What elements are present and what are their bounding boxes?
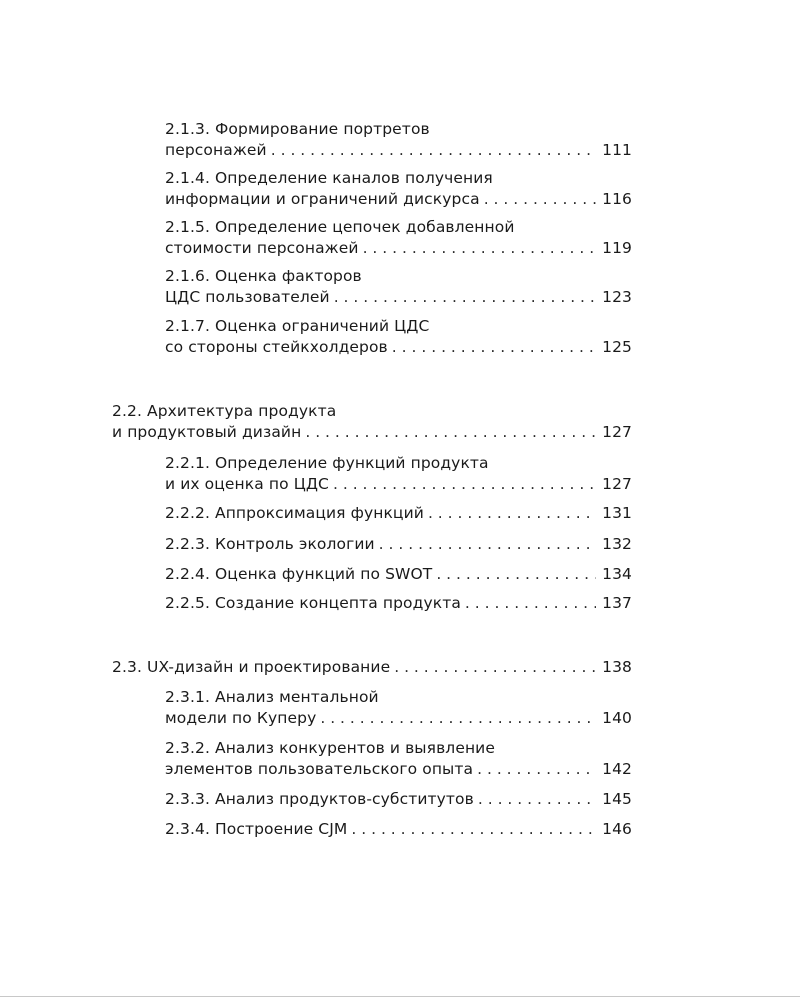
dot-leader xyxy=(334,287,596,308)
toc-entry-2-2-4[interactable] xyxy=(165,564,632,585)
toc-entry-2-3-4[interactable] xyxy=(165,819,632,840)
toc-entry-2-2-1[interactable] xyxy=(165,453,632,495)
toc-page-number: 119 xyxy=(602,239,632,257)
toc-page-number: 146 xyxy=(602,820,632,838)
dot-leader xyxy=(392,337,596,358)
toc-entry-title-line: 2.2. Архитектура продукта xyxy=(112,402,337,420)
toc-entry-2-3-2[interactable] xyxy=(165,738,632,780)
toc-entry-title-line: модели по Куперу xyxy=(165,709,317,727)
toc-entry-2-1-4[interactable] xyxy=(165,168,632,210)
toc-entry-title-line: 2.3.2. Анализ конкурентов и выявление xyxy=(165,739,495,757)
toc-entry-2-2-5[interactable] xyxy=(165,593,632,614)
dot-leader xyxy=(271,140,596,161)
toc-page-number: 116 xyxy=(602,190,632,208)
toc-entry-2-1-6[interactable] xyxy=(165,266,632,308)
toc-entry-title-line: 2.3.1. Анализ ментальной xyxy=(165,688,379,706)
toc-page-number: 123 xyxy=(602,288,632,306)
dot-leader xyxy=(305,422,596,443)
dot-leader xyxy=(465,593,596,614)
toc-page-number: 127 xyxy=(602,423,632,441)
toc-entry-2-2[interactable] xyxy=(112,401,632,443)
toc-entry-title-line: 2.2.2. Аппроксимация функций xyxy=(165,504,424,522)
toc-page-number: 137 xyxy=(602,594,632,612)
toc-page-number: 111 xyxy=(602,141,632,159)
toc-entry-title-line: информации и ограничений дискурса xyxy=(165,190,480,208)
dot-leader xyxy=(477,759,596,780)
toc-entry-title-line: 2.2.1. Определение функций продукта xyxy=(165,454,489,472)
toc-entry-title-line: 2.3.3. Анализ продуктов-субститутов xyxy=(165,790,474,808)
dot-leader xyxy=(333,474,596,495)
dot-leader xyxy=(484,189,596,210)
toc-entry-2-1-5[interactable] xyxy=(165,217,632,259)
toc-entry-title-line: элементов пользовательского опыта xyxy=(165,760,474,778)
toc-entry-title-line: 2.3. UX-дизайн и проектирование xyxy=(112,658,391,676)
toc-entry-title-line: и продуктовый дизайн xyxy=(112,423,302,441)
page-bottom-edge xyxy=(0,996,800,997)
toc-entry-title-line: 2.3.4. Построение CJM xyxy=(165,820,348,838)
toc-entry-title-line: стоимости персонажей xyxy=(165,239,359,257)
toc-entry-title-line: персонажей xyxy=(165,141,267,159)
toc-entry-title-line: и их оценка по ЦДС xyxy=(165,475,329,493)
toc-entry-2-3[interactable] xyxy=(112,657,632,678)
toc-page-number: 140 xyxy=(602,709,632,727)
toc-entry-2-3-1[interactable] xyxy=(165,687,632,729)
toc-page-number: 145 xyxy=(602,790,632,808)
toc-entry-2-1-3[interactable] xyxy=(165,119,632,161)
toc-entry-title-line: 2.2.4. Оценка функций по SWOT xyxy=(165,565,433,583)
toc-entry-title-line: 2.2.3. Контроль экологии xyxy=(165,535,375,553)
toc-page-number: 138 xyxy=(602,658,632,676)
toc-entry-title-line: ЦДС пользователей xyxy=(165,288,330,306)
dot-leader xyxy=(394,657,596,678)
toc-entry-2-3-3[interactable] xyxy=(165,789,632,810)
toc-entry-title-line: 2.1.4. Определение каналов получения xyxy=(165,169,493,187)
dot-leader xyxy=(478,789,596,810)
toc-page-number: 132 xyxy=(602,535,632,553)
toc-entry-title-line: 2.2.5. Создание концепта продукта xyxy=(165,594,461,612)
toc-page-number: 142 xyxy=(602,760,632,778)
toc-page-number: 134 xyxy=(602,565,632,583)
toc-entry-title-line: 2.1.6. Оценка факторов xyxy=(165,267,362,285)
toc-entry-title-line: 2.1.7. Оценка ограничений ЦДС xyxy=(165,317,430,335)
dot-leader xyxy=(436,564,596,585)
toc-entry-title-line: 2.1.5. Определение цепочек добавленной xyxy=(165,218,515,236)
toc-page-number: 131 xyxy=(602,504,632,522)
toc-entry-title-line: со стороны стейкхолдеров xyxy=(165,338,388,356)
toc-page-number: 125 xyxy=(602,338,632,356)
dot-leader xyxy=(428,503,596,524)
toc-entry-2-2-2[interactable] xyxy=(165,503,632,524)
dot-leader xyxy=(363,238,597,259)
dot-leader xyxy=(379,534,596,555)
toc-page-number: 127 xyxy=(602,475,632,493)
dot-leader xyxy=(320,708,596,729)
toc-entry-title-line: 2.1.3. Формирование портретов xyxy=(165,120,430,138)
dot-leader xyxy=(351,819,596,840)
toc-entry-2-2-3[interactable] xyxy=(165,534,632,555)
toc-entry-2-1-7[interactable] xyxy=(165,316,632,358)
